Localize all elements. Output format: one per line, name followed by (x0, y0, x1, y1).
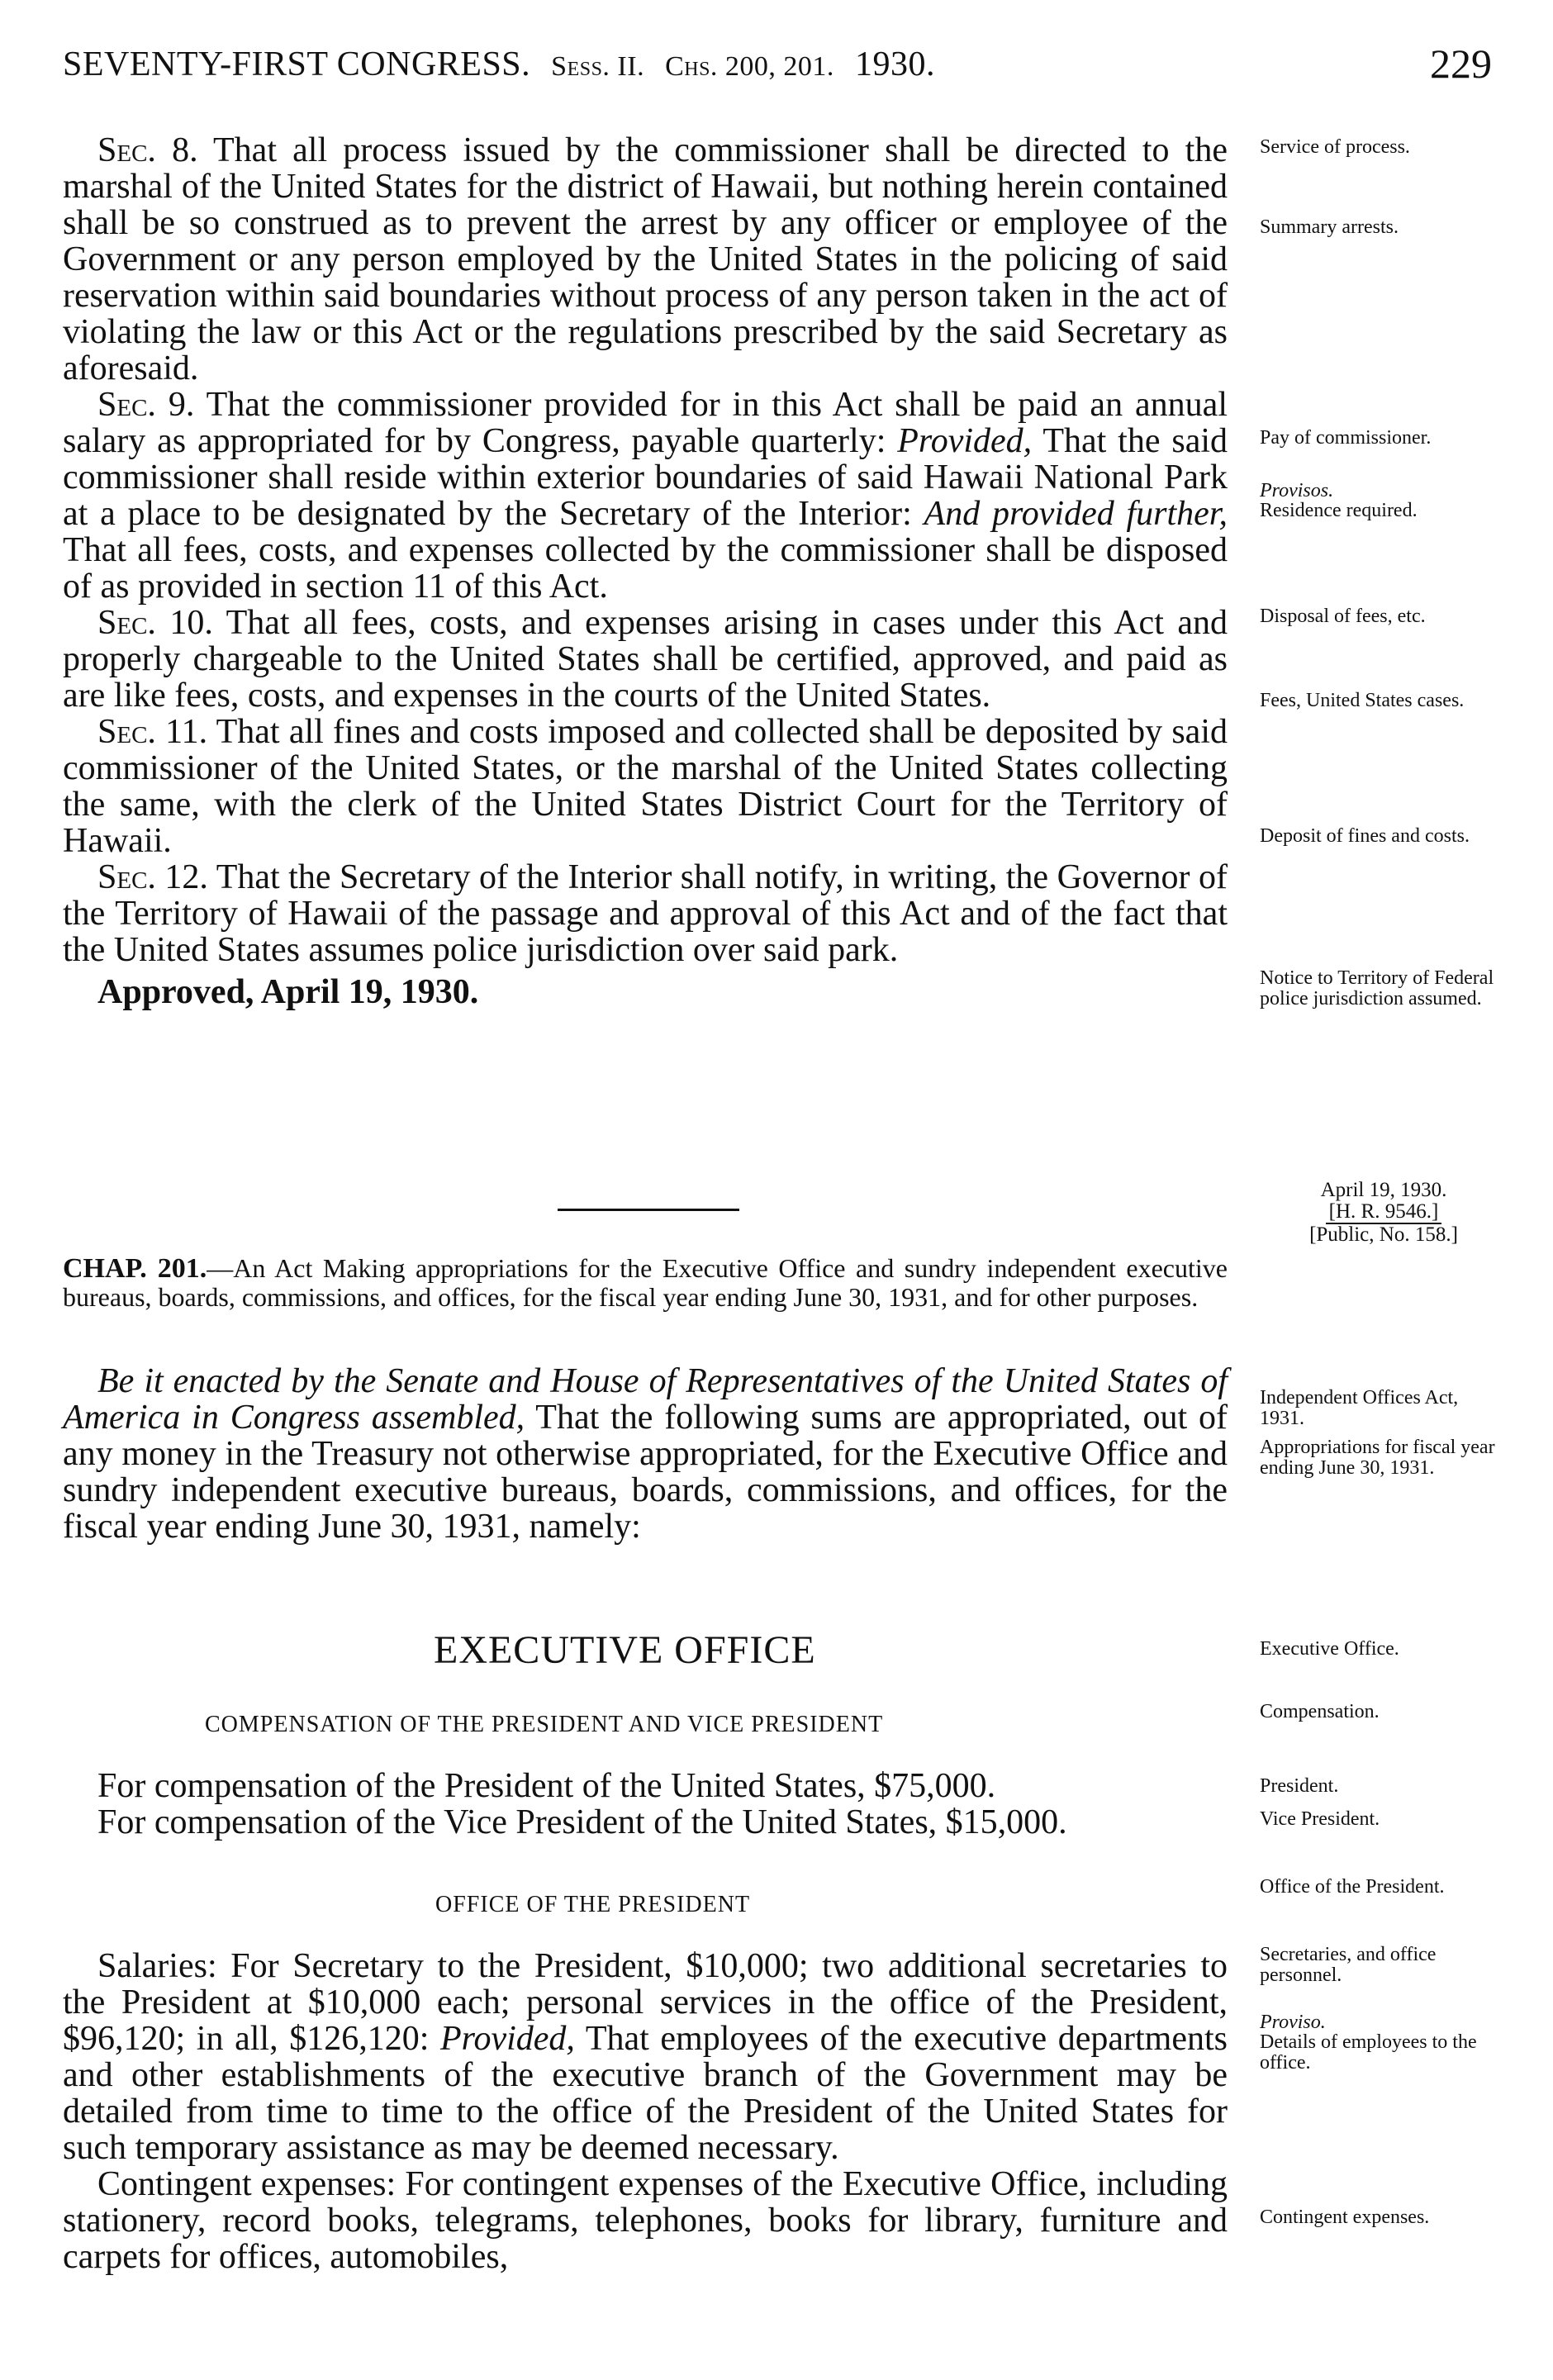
compensation-heading: COMPENSATION OF THE PRESIDENT AND VICE PRESIDENT (205, 1712, 884, 1737)
section-11 (63, 714, 1228, 859)
chapter-date: April 19, 1930. (1320, 1179, 1447, 1201)
note-appropriations-fy: Appropriations for fiscal year ending June 30, 1931. (1260, 1437, 1495, 1479)
contingent-paragraph: Contingent expenses: For contingent expenses of the Executive Office, including stationery, record books, telegrams, telephones, books for library, furniture and carpets for offices, automobiles, (63, 2165, 1228, 2276)
president-compensation: For compensation of the President of the United States, $75,000. (97, 1767, 996, 1805)
note-president: President. (1260, 1775, 1339, 1797)
note-summary-arrests: Summary arrests. (1260, 216, 1399, 238)
note-fees-us-cases: Fees, United States cases. (1260, 690, 1465, 711)
note-executive-office: Executive Office. (1260, 1638, 1399, 1660)
section-10 (63, 605, 1228, 714)
chapter-label: CHAP. 201. (63, 1253, 207, 1284)
section-text: That all fees, costs, and expenses collected by the commissioner shall be disposed of as provided in section 11 of this Act. (63, 531, 1228, 606)
section-label: Sec. 10. (97, 604, 213, 642)
salaries-text: Salaries: For Secretary to the President, $10,000; two additional secretaries to the President at $10,000 each; personal services in the office of the President, $96,120; in all, $126,120: (63, 1947, 1228, 2058)
enacting-text (63, 1363, 1228, 1545)
note-pay-of-commissioner: Pay of commissioner. (1260, 427, 1432, 449)
note-vice-president: Vice President. (1260, 1808, 1380, 1830)
proviso-further: And provided further, (924, 495, 1228, 533)
enacting-body: That the following sums are appropriated, out of any money in the Treasury not otherwise appropriated, for the Executive Office and sundry independent executive bureaus, boards, commissions, and offices, for the fiscal year ending June 30, 1931, namely: (63, 1399, 1228, 1546)
session-label: Sess. II. (551, 51, 645, 82)
office-of-president-heading: OFFICE OF THE PRESIDENT (435, 1892, 751, 1917)
chapter-201-title (63, 1254, 1228, 1311)
proviso-word: Provided, (897, 422, 1033, 460)
enacting-clause: Be it enacted by the Senate and House of Representatives of the United States of America in Congress assembled, (63, 1362, 1228, 1437)
section-text: That all process issued by the commissioner shall be directed to the marshal of the United States for the district of Hawaii, but nothing herein contained shall be so construed as to prevent the arrest by any officer or employee of the Government or any person employed by the United States in the policing of said reservation within said boundaries without process of any person taken in the act of violating the law or this Act or the regulations prescribed by the said Secretary as aforesaid. (63, 131, 1228, 387)
note-proviso: Proviso. (1260, 2012, 1326, 2033)
note-details-employees: Details of employees to the office. (1260, 2031, 1477, 2074)
chapters-label: Chs. 200, 201. (665, 51, 834, 82)
salaries-paragraph (63, 1948, 1228, 2166)
note-residence-required: Residence required. (1260, 500, 1418, 521)
note-notice-territory: Notice to Territory of Federal police jurisdiction assumed. (1260, 967, 1494, 1009)
executive-office-heading: EXECUTIVE OFFICE (434, 1628, 816, 1672)
year-label: 1930. (854, 45, 935, 83)
chapter-bill-number: [H. R. 9546.] (1326, 1201, 1442, 1224)
section-text: That the Secretary of the Interior shall notify, in writing, the Governor of the Territory of Hawaii of the passage and approval of this Act and of the fact that the United States assumes police jurisdiction over said park. (63, 858, 1228, 969)
note-disposal-of-fees: Disposal of fees, etc. (1260, 606, 1426, 627)
note-service-of-process: Service of process. (1260, 136, 1410, 158)
approved-line: Approved, April 19, 1930. (97, 973, 479, 1011)
note-independent-offices: Independent Offices Act, 1931. (1260, 1387, 1459, 1429)
chapter-description: —An Act Making appropriations for the Executive Office and sundry independent executive bureaus, boards, commissions, and offices, for the fiscal year ending June 30, 1931, and for other purposes. (63, 1253, 1228, 1312)
note-provisos: Provisos. (1260, 480, 1334, 501)
chapter-public-number: [Public, No. 158.] (1309, 1223, 1458, 1246)
note-deposit-fines: Deposit of fines and costs. (1260, 825, 1470, 847)
note-office-of-president: Office of the President. (1260, 1876, 1445, 1898)
enacting-paragraph (63, 1363, 1228, 1545)
section-text: That the commissioner provided for in this Act shall be paid an annual salary as appropriated for by Congress, payable quarterly: (63, 386, 1228, 460)
sections-body (63, 132, 1228, 1011)
vice-president-compensation: For compensation of the Vice President of the United States, $15,000. (97, 1803, 1067, 1841)
chapter-date-box (1260, 1180, 1508, 1246)
section-divider (558, 1209, 739, 1211)
compensation-block (63, 1768, 1228, 1841)
running-header (63, 40, 1492, 94)
header-title-line (63, 45, 935, 84)
note-compensation: Compensation. (1260, 1701, 1380, 1722)
section-label: Sec. 12. (97, 858, 208, 896)
page-number: 229 (1430, 40, 1492, 87)
section-text: That all fees, costs, and expenses arising in cases under this Act and properly chargeable to the United States shall be certified, approved, and paid as are like fees, costs, and expenses in the courts of the United States. (63, 604, 1228, 715)
note-secretaries-personnel: Secretaries, and office personnel. (1260, 1944, 1437, 1986)
section-8 (63, 132, 1228, 387)
note-contingent-expenses: Contingent expenses. (1260, 2207, 1430, 2228)
section-12 (63, 859, 1228, 968)
section-9 (63, 387, 1228, 605)
section-label: Sec. 11. (97, 713, 208, 751)
section-text: That all fines and costs imposed and collected shall be deposited by said commissioner of the United States, or the marshal of the United States collecting the same, with the clerk of the United States District Court for the Territory of Hawaii. (63, 713, 1228, 860)
congress-title: SEVENTY-FIRST CONGRESS. (63, 45, 531, 83)
office-block (63, 1948, 1228, 2275)
salaries-text: That employees of the executive departments and other establishments of the executive branch of the Government may be detailed from time to time to the office of the President of the United States for such temporary assistance as may be deemed necessary. (63, 2020, 1228, 2167)
proviso-word: Provided, (440, 2020, 575, 2058)
section-label: Sec. 9. (97, 386, 195, 424)
section-label: Sec. 8. (97, 131, 198, 169)
section-text: That the said commissioner shall reside within exterior boundaries of said Hawaii National Park at a place to be designated by the Secretary of the Interior: (63, 422, 1228, 533)
